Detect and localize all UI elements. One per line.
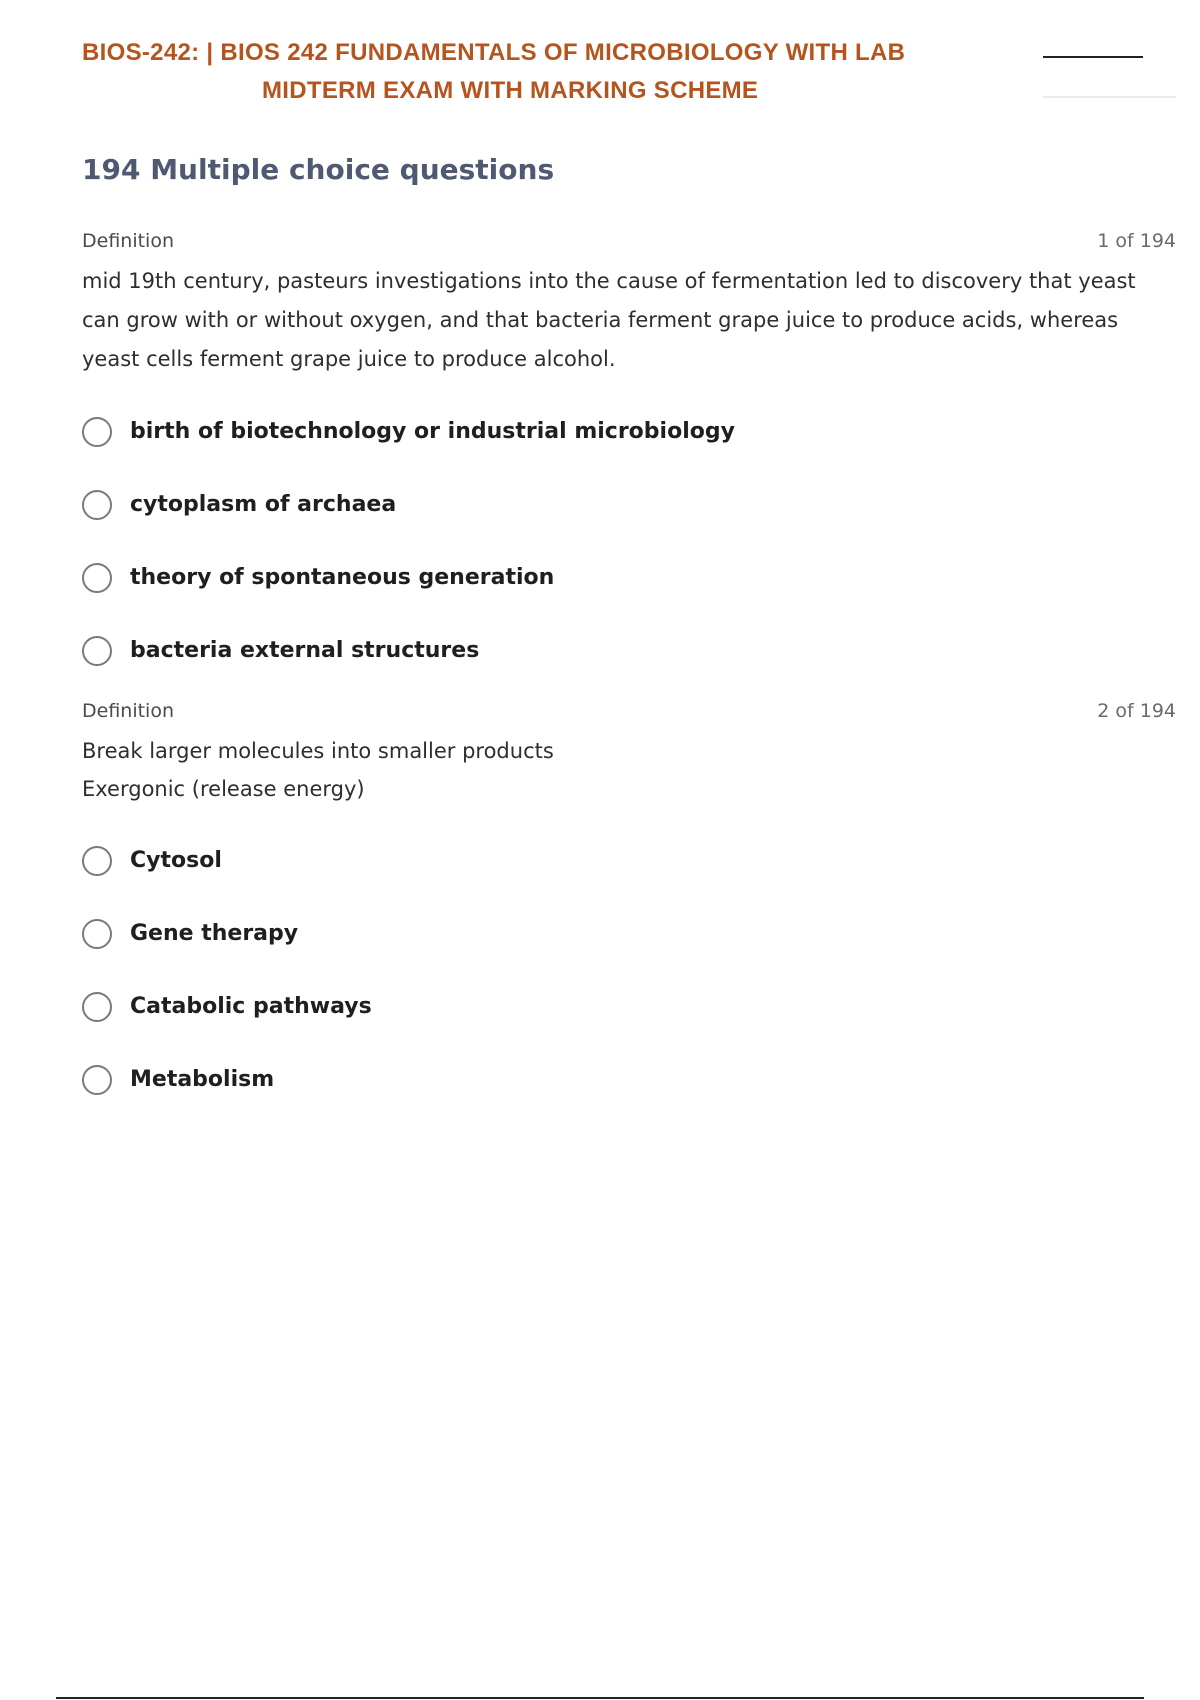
answer-option[interactable] — [82, 395, 1176, 468]
answer-option-label: cytoplasm of archaea — [130, 492, 397, 517]
question-counter: 1 of 194 — [1097, 230, 1176, 252]
answer-option[interactable] — [82, 897, 1176, 970]
radio-button-icon[interactable] — [82, 846, 112, 876]
header-faint-rule — [1043, 96, 1176, 98]
header-title-line-2: MIDTERM EXAM WITH MARKING SCHEME — [262, 77, 759, 104]
answer-options — [82, 824, 1176, 1116]
answer-option[interactable] — [82, 1043, 1176, 1116]
header-rule — [1043, 56, 1143, 58]
answer-option-label: Cytosol — [130, 848, 222, 873]
question-label: Definition — [82, 700, 175, 722]
answer-option-label: birth of biotechnology or industrial microbiology — [130, 419, 735, 444]
answer-option-label: bacteria external structures — [130, 638, 480, 663]
answer-option[interactable] — [82, 824, 1176, 897]
footer-rule — [56, 1697, 1144, 1699]
question-text — [82, 732, 1176, 808]
radio-button-icon[interactable] — [82, 636, 112, 666]
answer-option[interactable] — [82, 970, 1176, 1043]
question-text-line: Exergonic (release energy) — [82, 777, 365, 801]
radio-button-icon[interactable] — [82, 563, 112, 593]
radio-button-icon[interactable] — [82, 1065, 112, 1095]
radio-button-icon[interactable] — [82, 490, 112, 520]
question-text-line: mid 19th century, pasteurs investigations into the cause of fermentation led to discovery that yeast can grow with or without oxygen, and that bacteria ferment grape juice to produce acids, whereas yeast cells ferment grape juice to produce alcohol. — [82, 269, 1136, 371]
question-counter: 2 of 194 — [1097, 700, 1176, 722]
document-header — [82, 34, 1002, 110]
answer-options — [82, 395, 1176, 687]
answer-option-label: Catabolic pathways — [130, 994, 372, 1019]
header-title-line-1: BIOS-242: | BIOS 242 FUNDAMENTALS OF MICROBIOLOGY WITH LAB — [82, 39, 906, 66]
question-meta — [82, 696, 1176, 726]
question-meta — [82, 226, 1176, 256]
question-card — [82, 226, 1176, 687]
question-text — [82, 262, 1176, 379]
answer-option[interactable] — [82, 541, 1176, 614]
answer-option[interactable] — [82, 468, 1176, 541]
question-text-line: Break larger molecules into smaller products — [82, 739, 554, 763]
answer-option[interactable] — [82, 614, 1176, 687]
section-title: 194 Multiple choice questions — [82, 153, 555, 186]
radio-button-icon[interactable] — [82, 417, 112, 447]
answer-option-label: Gene therapy — [130, 921, 299, 946]
radio-button-icon[interactable] — [82, 992, 112, 1022]
answer-option-label: Metabolism — [130, 1067, 275, 1092]
question-label: Definition — [82, 230, 175, 252]
radio-button-icon[interactable] — [82, 919, 112, 949]
question-card — [82, 696, 1176, 1116]
answer-option-label: theory of spontaneous generation — [130, 565, 555, 590]
